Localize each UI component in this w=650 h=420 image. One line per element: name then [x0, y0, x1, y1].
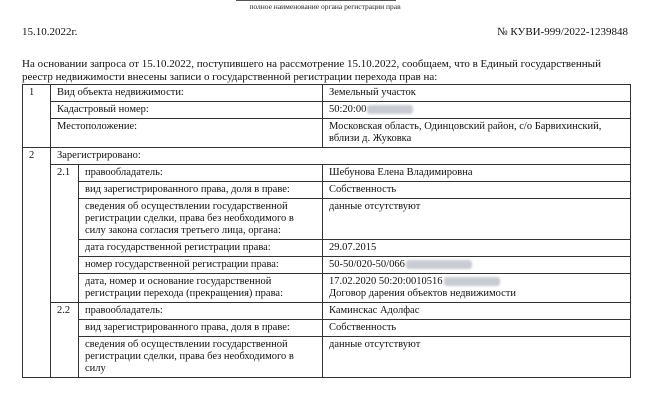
- cadastral-cell: [323, 102, 631, 119]
- top-rule: [236, 0, 396, 1]
- right-type-value: Собственность: [323, 320, 631, 337]
- table-row: [23, 337, 631, 378]
- holder-value: Каминскас Адолфас: [323, 303, 631, 320]
- table-row: [23, 148, 631, 165]
- row-number: 2: [23, 148, 51, 378]
- cadastral-value: 50:20:00: [329, 104, 367, 115]
- table-row: [23, 257, 631, 274]
- third-party-consent-label: сведения об осуществлении государственной регистрации сделки, права без необходимого в силу закона согласия третьего лица, органа:: [79, 199, 323, 240]
- transfer-basis-document: Договор дарения объектов недвижимости: [329, 288, 516, 299]
- intro-paragraph: На основании запроса от 15.10.2022, поступившего на рассмотрение 15.10.2022, сообщаем, что в Единый государственный реестр недвижимости внесены записи о государственной регистрации перехода прав на:: [22, 58, 601, 83]
- holder-value: Шебунова Елена Владимировна: [323, 165, 631, 182]
- third-party-consent-label: сведения об осуществлении государственной регистрации сделки, права без необходимого в силу: [79, 337, 323, 378]
- redacted-block: [444, 277, 500, 286]
- entry-number: 2.1: [51, 165, 79, 303]
- right-type-label: вид зарегистрированного права, доля в праве:: [79, 320, 323, 337]
- table-row: [23, 199, 631, 240]
- holder-label: правообладатель:: [79, 165, 323, 182]
- table-row: [23, 102, 631, 119]
- redacted-block: [367, 105, 413, 114]
- table-row: [23, 85, 631, 102]
- document-number: № КУВИ-999/2022-1239848: [497, 26, 628, 38]
- table-row: [23, 182, 631, 199]
- right-type-label: вид зарегистрированного права, доля в праве:: [79, 182, 323, 199]
- redacted-block: [406, 260, 472, 269]
- registered-label: Зарегистрировано:: [51, 148, 631, 165]
- reg-number-value: 50-50/020-50/066: [329, 259, 405, 270]
- right-type-value: Собственность: [323, 182, 631, 199]
- object-type-value: Земельный участок: [323, 85, 631, 102]
- reg-date-value: 29.07.2015: [323, 240, 631, 257]
- table-row: [23, 320, 631, 337]
- registration-table: [22, 84, 631, 378]
- holder-label: правообладатель:: [79, 303, 323, 320]
- registration-authority-caption: полное наименование органа регистрации прав: [249, 2, 401, 11]
- object-type-label: Вид объекта недвижимости:: [51, 85, 323, 102]
- table-row: [23, 240, 631, 257]
- entry-number: 2.2: [51, 303, 79, 378]
- reg-date-label: дата государственной регистрации права:: [79, 240, 323, 257]
- table-row: [23, 119, 631, 148]
- location-label: Местоположение:: [51, 119, 323, 148]
- transfer-basis-cell: [323, 274, 631, 303]
- transfer-basis-value: 17.02.2020 50:20:0010516: [329, 276, 443, 287]
- table-row: [23, 274, 631, 303]
- cadastral-label: Кадастровый номер:: [51, 102, 323, 119]
- table-row: [23, 165, 631, 182]
- transfer-basis-label: дата, номер и основание государственной регистрации перехода (прекращения) права:: [79, 274, 323, 303]
- table-row: [23, 303, 631, 320]
- row-number: 1: [23, 85, 51, 148]
- document-date: 15.10.2022г.: [22, 26, 78, 38]
- reg-number-label: номер государственной регистрации права:: [79, 257, 323, 274]
- location-value: Московская область, Одинцовский район, с/о Барвихинский, вблизи д. Жуковка: [323, 119, 631, 148]
- third-party-consent-value: данные отсутствуют: [323, 199, 631, 240]
- reg-number-cell: [323, 257, 631, 274]
- third-party-consent-value: данные отсутствуют: [323, 337, 631, 378]
